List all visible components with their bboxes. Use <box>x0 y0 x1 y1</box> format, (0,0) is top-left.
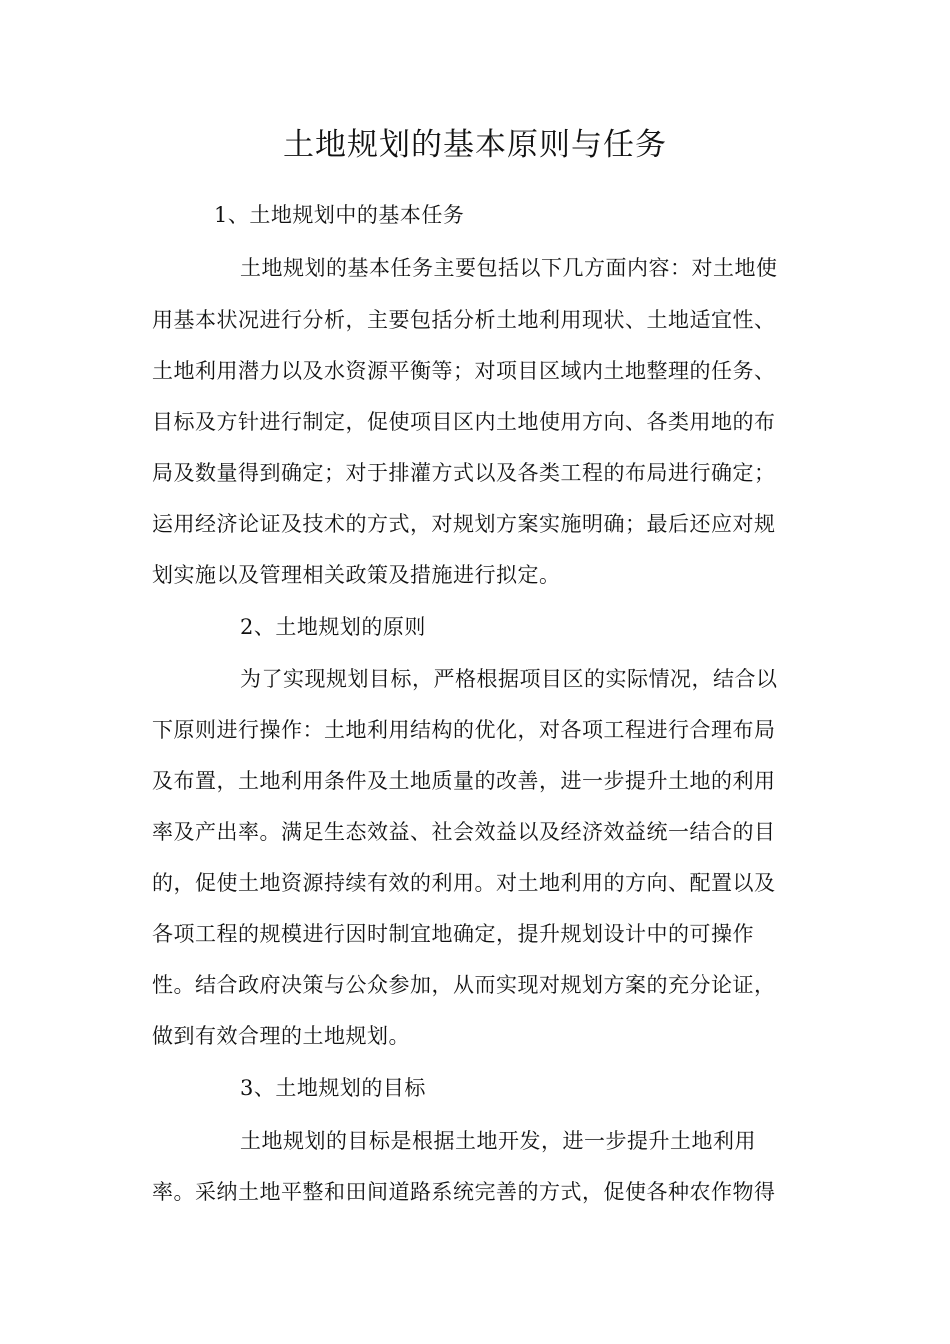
text-line: 土地规划的目标是根据土地开发，进一步提升土地利用 <box>240 1129 756 1153</box>
text-line: 1、土地规划中的基本任务 <box>214 203 465 227</box>
document-title: 土地规划的基本原则与任务 <box>283 127 667 163</box>
text-line: 及布置，土地利用条件及土地质量的改善，进一步提升土地的利用 <box>152 769 776 793</box>
text-line: 2、土地规划的原则 <box>240 615 426 639</box>
text-line: 土地利用潜力以及水资源平衡等；对项目区域内土地整理的任务、 <box>152 359 776 383</box>
text-line: 目标及方针进行制定，促使项目区内土地使用方向、各类用地的布 <box>152 410 776 434</box>
text-line: 运用经济论证及技术的方式，对规划方案实施明确；最后还应对规 <box>152 512 776 536</box>
text-line: 局及数量得到确定；对于排灌方式以及各类工程的布局进行确定； <box>152 461 776 485</box>
text-line: 率。采纳土地平整和田间道路系统完善的方式，促使各种农作物得 <box>152 1180 776 1204</box>
text-line: 下原则进行操作：土地利用结构的优化，对各项工程进行合理布局 <box>152 718 776 742</box>
text-line: 土地规划的基本任务主要包括以下几方面内容：对土地使 <box>240 256 778 280</box>
text-line: 性。结合政府决策与公众参加，从而实现对规划方案的充分论证， <box>152 973 776 997</box>
text-line: 率及产出率。满足生态效益、社会效益以及经济效益统一结合的目 <box>152 820 776 844</box>
text-line: 用基本状况进行分析，主要包括分析土地利用现状、土地适宜性、 <box>152 308 776 332</box>
text-line: 各项工程的规模进行因时制宜地确定，提升规划设计中的可操作 <box>152 922 754 946</box>
text-line: 3、土地规划的目标 <box>240 1076 426 1100</box>
text-line: 做到有效合理的土地规划。 <box>152 1024 410 1048</box>
text-line: 的，促使土地资源持续有效的利用。对土地利用的方向、配置以及 <box>152 871 776 895</box>
text-line: 为了实现规划目标，严格根据项目区的实际情况，结合以 <box>240 667 778 691</box>
text-line: 划实施以及管理相关政策及措施进行拟定。 <box>152 563 561 587</box>
